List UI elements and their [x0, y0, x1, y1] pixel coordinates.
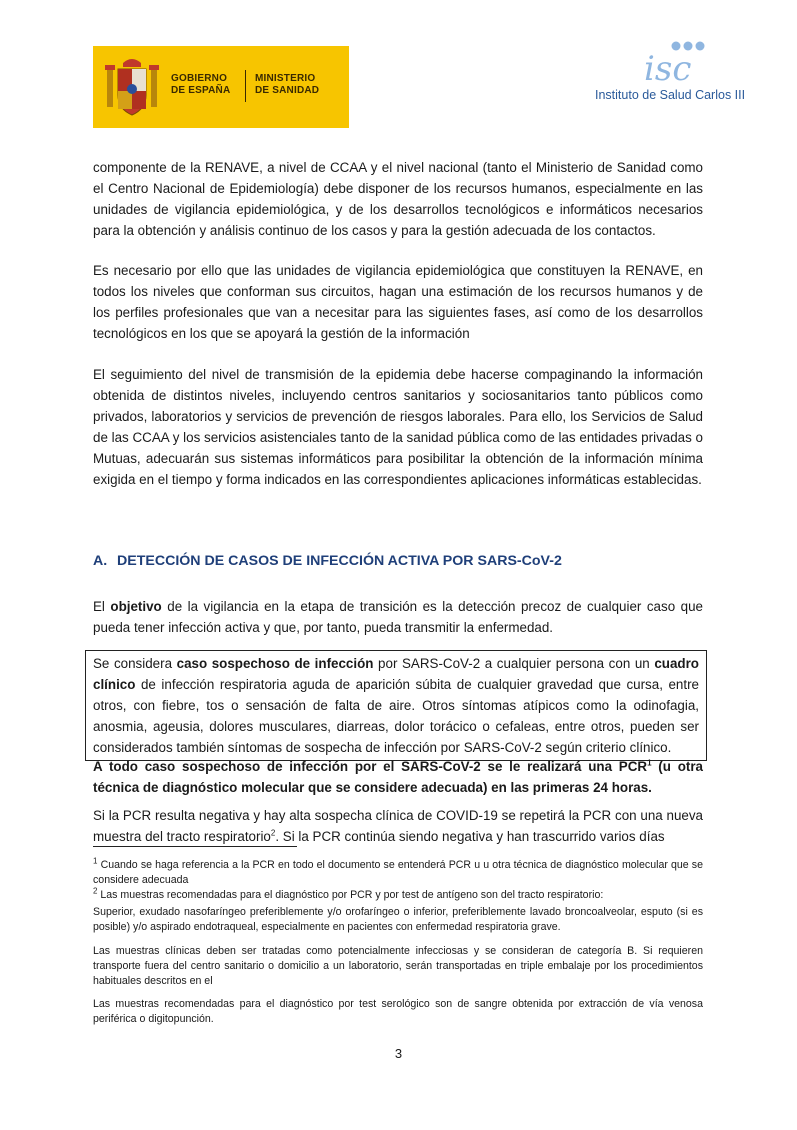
- coat-of-arms-icon: [105, 55, 159, 119]
- footnote-ref: 2: [270, 828, 276, 838]
- paragraph-transmission-monitoring: El seguimiento del nivel de transmisión de la epidemia debe hacerse compaginando la información obtenida de distintos niveles, incluyendo centros sanitarios y sociosanitarios tanto públicos como privados, laboratorios y servicios de prevención de riesgos laborales. Para ello, los Servicios de Salud de las CCAA y los servicios asistenciales tanto de la sanidad pública como de las entidades privadas o Mutuas, adecuarán sus sistemas informáticos para posibilitar la obtención de la información mínima exigida en el tiempo y forma indicados en las correspondientes aplicaciones informáticas establecidas.: [93, 367, 703, 487]
- text: Si la PCR resulta negativa y hay alta sospecha clínica de COVID-19 se repetirá la PCR con una nueva muestra del tracto respiratorio: [93, 808, 703, 844]
- section-heading: [93, 553, 562, 569]
- text: Las muestras recomendadas para el diagnóstico por PCR y por test de antígeno son del tracto respiratorio:: [97, 889, 604, 901]
- footnote-2: [93, 888, 703, 903]
- paragraph-resource-estimation: Es necesario por ello que las unidades de vigilancia epidemiológica que constituyen la RENAVE, en todos los niveles que conforman sus circuitos, hagan una estimación de los recursos humanos y de los perfiles profesionales que van a necesitar para las siguientes fases, así como de los desarrollos tecnológicos en los que se apoyará la gestión de la información: [93, 263, 703, 341]
- paragraph-negative-pcr: [93, 805, 703, 847]
- logo-divider: [245, 70, 246, 102]
- page-number: 3: [394, 1046, 403, 1061]
- bold-text: caso sospechoso de infección: [176, 656, 374, 671]
- footnote-separator: [93, 846, 297, 847]
- text: A todo caso sospechoso de infección por el SARS-CoV-2 se le realizará una PCR: [93, 759, 648, 774]
- paragraph-renave-resources: componente de la RENAVE, a nivel de CCAA y el nivel nacional (tanto el Ministerio de Sanidad como el Centro Nacional de Epidemiología) debe disponer de los recursos humanos, especialmente en las unidades de vigilancia epidemiológica, y de los desarrollos tecnológicos e informáticos necesarios para la obtención y análisis continuo de los casos y para la gestión adecuada de los contactos.: [93, 160, 703, 238]
- section-title: DETECCIÓN DE CASOS DE INFECCIÓN ACTIVA POR SARS-CoV-2: [117, 553, 562, 569]
- footnote-2-handling: Las muestras clínicas deben ser tratadas como potencialmente infecciosas y se consideran de categoría B. Si requieren transporte fuera del centro sanitario o domicilio a un laboratorio, serán transportadas en triple embalaje por los procedimientos habituales descritos en el: [93, 945, 703, 987]
- text: por SARS-CoV-2 a cualquier persona con un: [373, 656, 655, 671]
- text: de la vigilancia en la etapa de transición es la detección precoz de cualquier caso que pueda tener infección activa y que, por tanto, pueda transmitir la enfermedad.: [93, 599, 703, 635]
- text: Cuando se haga referencia a la PCR en todo el documento se entenderá PCR u u otra técnica de diagnóstico molecular que se considere adecuada: [93, 859, 703, 886]
- footnote-number: 1: [93, 856, 98, 866]
- footnote-2-samples: Superior, exudado nasofaríngeo preferiblemente y/o orofaríngeo o inferior, preferiblemente lavado broncoalveolar, esputo (si es posible) y/o aspirado endotraqueal, especialmente en pacientes con enfermedad respiratoria grave.: [93, 906, 703, 933]
- isciii-logo: [590, 40, 760, 110]
- bold-text: objetivo: [110, 599, 162, 614]
- text: Se considera: [93, 656, 177, 671]
- institute-name: Instituto de Salud Carlos III: [595, 88, 746, 102]
- footnote-1: [93, 858, 703, 888]
- bold-text: cuadro clínico: [93, 656, 699, 692]
- footnote-number: 2: [93, 886, 98, 896]
- suspected-case-definition-box: [85, 650, 707, 761]
- paragraph-pcr-requirement: [93, 756, 703, 798]
- ministerio-text: MINISTERIO DE SANIDAD: [255, 73, 320, 96]
- paragraph-objective: [93, 596, 703, 638]
- gobierno-text: GOBIERNO DE ESPAÑA: [171, 73, 231, 96]
- text: de infección respiratoria aguda de aparición súbita de cualquier gravedad que cursa, entre otros, con fiebre, tos o sensación de falta de aire. Otros síntomas atípicos como la odinofagia, anosmia, ageusia, dolores musculares, diarreas, dolor torácico o cefaleas, entre otros, pueden ser considerados también síntomas de sospecha de infección por SARS-CoV-2 según criterio clínico.: [93, 677, 699, 755]
- gobierno-logo: [93, 46, 349, 128]
- text: . Si la PCR continúa siendo negativa y han trascurrido varios días: [275, 829, 665, 844]
- footnote-2-serology: Las muestras recomendadas para el diagnóstico por test serológico son de sangre obtenida por extracción de vía venosa periférica o digitopunción.: [93, 998, 703, 1025]
- section-number: A.: [93, 553, 108, 569]
- isciii-mark-text: isc: [644, 49, 692, 86]
- text: (u otra técnica de diagnóstico molecular que se considere adecuada) en las primeras 24 horas.: [93, 759, 703, 795]
- isciii-mark-icon: [640, 40, 712, 86]
- text: El: [93, 599, 111, 614]
- footnote-ref: 1: [647, 758, 652, 768]
